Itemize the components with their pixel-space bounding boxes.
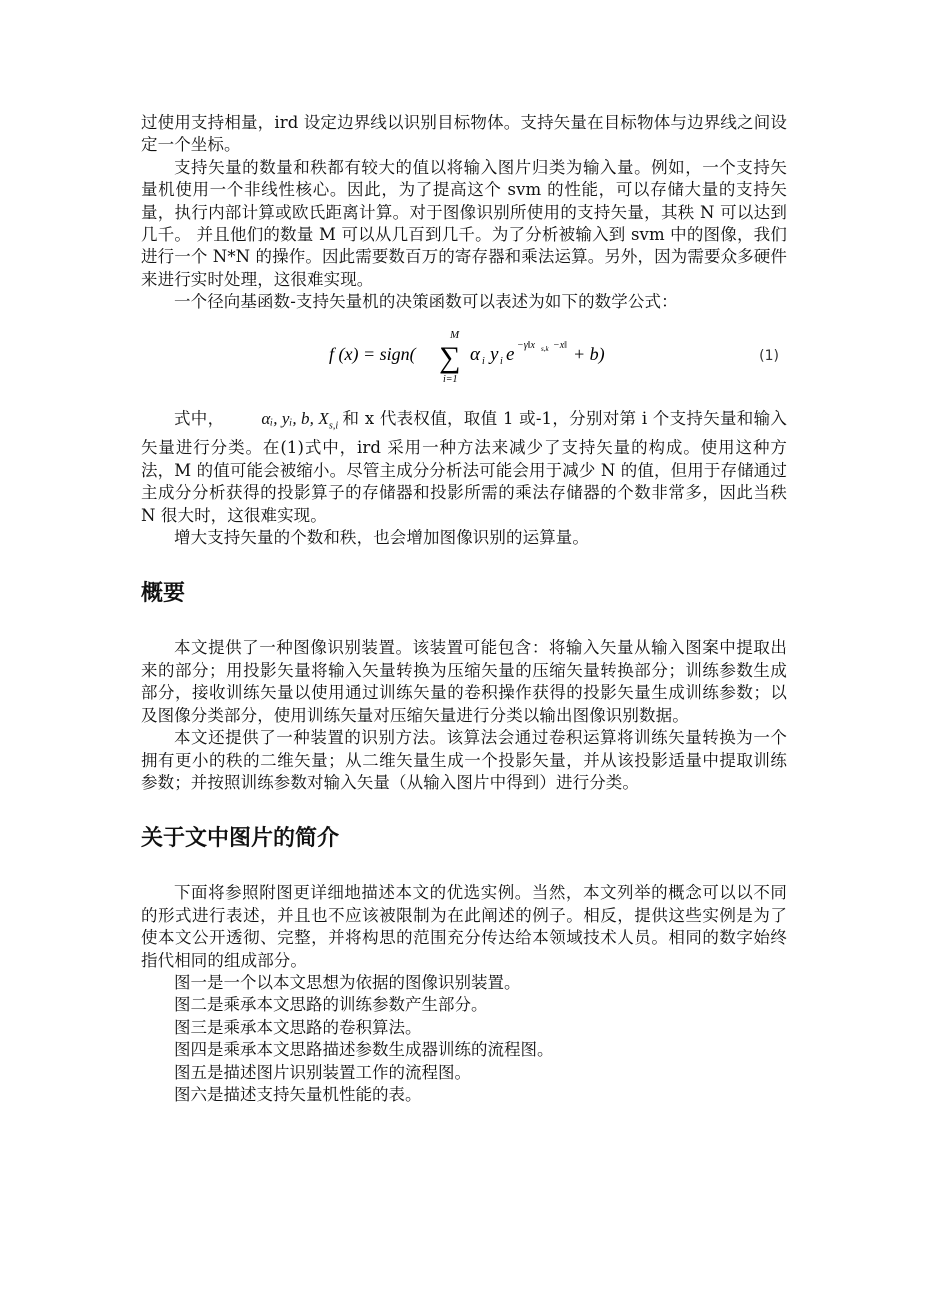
intro-paragraph-2: 支持矢量的数量和秩都有较大的值以将输入图片归类为输入量。例如，一个支持矢量机使用一个非线性核心。因此，为了提高这个 svm 的性能，可以存储大量的支持矢量，执行内部计算或欧氏距离计算。对于图像识别所使用的支持矢量，其秩 N 可以达到几千。 并且他们的数量 M 可以从几百到几千。为了分析被输入到 svm 中的图像，我们进行一个 N*N 的操作。因此需要数百万的寄存器和乘法运算。另外，因为需要众多硬件来进行实时处理，这很难实现。: [141, 157, 787, 289]
formula-alpha-sub: i: [482, 355, 485, 367]
figure-item-6: 图六是描述支持矢量机性能的表。: [174, 1084, 422, 1104]
equation-number: (1): [759, 347, 779, 364]
intro-paragraph-3: 一个径向基函数-支持矢量机的决策函数可以表述为如下的数学公式：: [174, 292, 678, 312]
formula-y: y: [490, 343, 499, 365]
formula-block: [141, 320, 787, 390]
figure-item-5: 图五是描述图片识别装置工作的流程图。: [174, 1062, 471, 1082]
formula-e: e: [506, 343, 515, 365]
formula-lhs: f (x) = sign(: [329, 343, 416, 364]
formula-exponent: −γ‖x: [517, 339, 535, 351]
document-page: [141, 112, 787, 1106]
symbols-math-sub: s,i: [328, 420, 339, 432]
symbols-math-main: αᵢ, yᵢ, b, X: [261, 408, 329, 428]
increase-paragraph: 增大支持矢量的个数和秩，也会增加图像识别的运算量。: [174, 528, 589, 548]
formula-y-sub: i: [500, 355, 503, 367]
formula-upper-limit: M: [450, 328, 460, 341]
figure-item-4: 图四是乘承本文思路描述参数生成器训练的流程图。: [174, 1040, 554, 1060]
symbols-paragraph: [141, 408, 787, 527]
sigma-symbol: ∑: [439, 340, 461, 374]
formula-lower-limit: i=1: [443, 373, 458, 385]
intro-paragraph-1: 过使用支持相量，ird 设定边界线以识别目标物体。支持矢量在目标物体与边界线之间设定一个坐标。: [141, 113, 787, 155]
symbols-suffix: 和 x 代表权值，取值 1 或-1，分别对第 i 个支持矢量和输入矢量进行分类。在(1)式中，ird 采用一种方法来减少了支持矢量的构成。使用这种方法，M 的值可能会被缩小。尽管主成分分析法可能会用于减少 N 的值，但用于存储通过主成分分析获得的投影算子的存储器和投影所需的乘法存储器的个数非常多，因此当秩 N 很大时，这很难实现。: [141, 408, 787, 525]
formula-exponent-sub: s,k: [541, 344, 549, 353]
decision-function-formula: [327, 320, 627, 390]
figure-item-1: 图一是一个以本文思想为依据的图像识别装置。: [174, 972, 521, 992]
formula-alpha: α: [470, 343, 480, 365]
figure-item-3: 图三是乘承本文思路的卷积算法。: [174, 1017, 422, 1037]
summary-heading: 概要: [141, 581, 186, 607]
formula-plus-b: + b): [573, 343, 605, 364]
figures-paragraph-1: 下面将参照附图更详细地描述本文的优选实例。当然，本文列举的概念可以以不同的形式进行表述，并且也不应该被限制为在此阐述的例子。相反，提供这些实例是为了使本文公开透彻、完整，并将构思的范围充分传达给本领域技术人员。相同的数字始终指代相同的组成部分。: [141, 883, 787, 970]
summary-paragraph-1: 本文提供了一种图像识别装置。该装置可能包含：将输入矢量从输入图案中提取出来的部分；用投影矢量将输入矢量转换为压缩矢量的压缩矢量转换部分；训练参数生成部分，接收训练矢量以使用通过训练矢量的卷积操作获得的投影矢量生成训练参数；以及图像分类部分，使用训练矢量对压缩矢量进行分类以输出图像识别数据。: [141, 638, 787, 725]
figures-heading: 关于文中图片的简介: [141, 826, 340, 852]
symbols-prefix: 式中，: [174, 408, 225, 428]
symbols-math: [228, 408, 338, 438]
summary-paragraph-2: 本文还提供了一种装置的识别方法。该算法会通过卷积运算将训练矢量转换为一个拥有更小的秩的二维矢量；从二维矢量生成一个投影矢量，并从该投影适量中提取训练参数；并按照训练参数对输入矢量（从输入图片中得到）进行分类。: [141, 728, 787, 792]
figure-item-2: 图二是乘承本文思路的训练参数产生部分。: [174, 995, 488, 1015]
formula-exponent-tail: −x‖: [553, 339, 567, 351]
